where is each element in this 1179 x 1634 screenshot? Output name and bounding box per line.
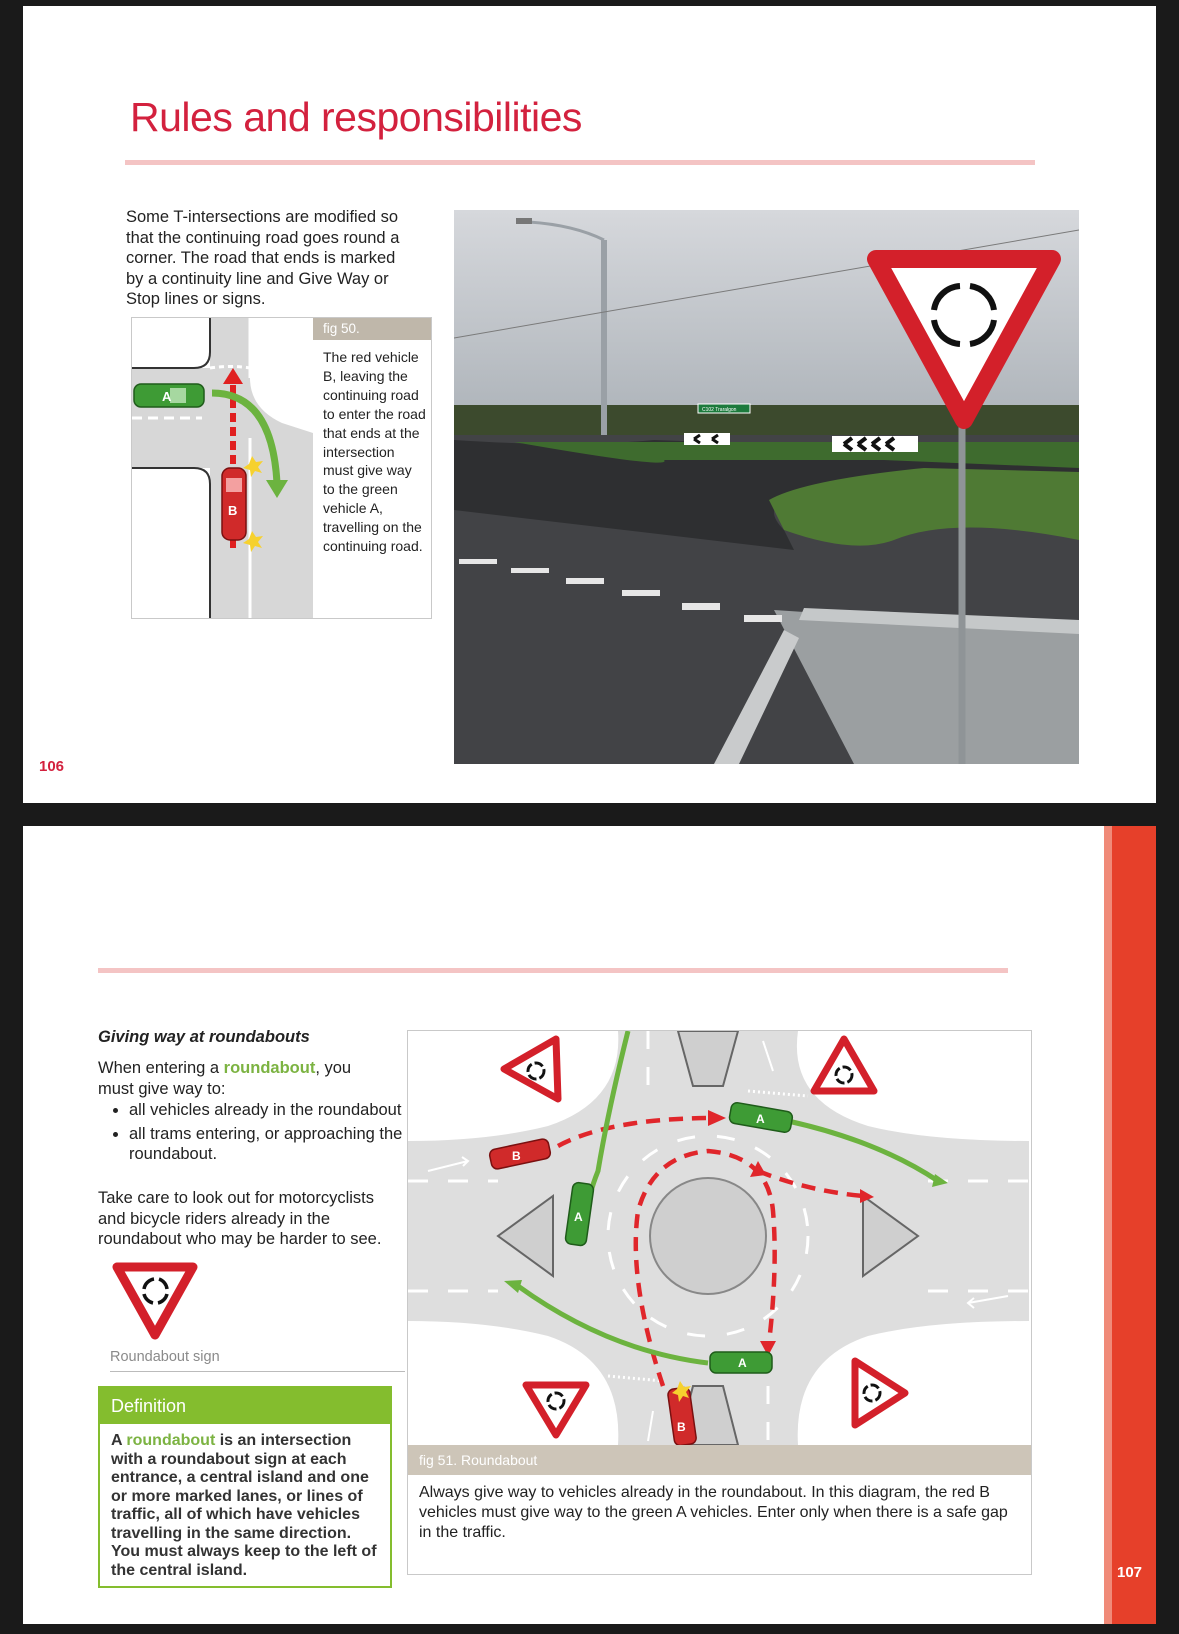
car-a-label: A [162, 389, 172, 404]
car-b-label: B [228, 503, 238, 518]
give-way-list [103, 1100, 419, 1168]
chapter-side-title: Rules and responsibilities [1085, 986, 1105, 1203]
lead-text-end: , you must give way to: [98, 1059, 352, 1098]
car-b-label: B [512, 1149, 521, 1163]
t-intersection-diagram [132, 318, 313, 618]
page-number: 106 [39, 758, 65, 775]
side-tab-strip [1104, 826, 1112, 1624]
roundabout-photo [454, 210, 1079, 764]
keyword-roundabout: roundabout [223, 1059, 316, 1077]
car-a-label: A [756, 1112, 765, 1126]
intro-paragraph: Some T-intersections are modified so that the continuing road goes round a corner. The road that ends is marked by a continuity line and Give Way or Stop lines or signs. [126, 208, 400, 308]
top-rule [98, 968, 1008, 973]
section-subheading: Giving way at roundabouts [98, 1028, 310, 1046]
page-title: Rules and responsibilities [130, 94, 582, 140]
car-a-label: A [574, 1210, 583, 1224]
title-rule [125, 160, 1035, 165]
page-107 [23, 826, 1156, 1624]
car-a-label: A [738, 1356, 747, 1370]
lead-text: When entering a [98, 1059, 224, 1077]
definition-text-end: is an intersection with a roundabout sign at each entrance, a central island and one or more marked lanes, or lines of traffic, all of which have vehicles travelling in the same direction. You must always keep to the left of the central island. [111, 1432, 377, 1579]
caption-rule [110, 1371, 405, 1372]
figure-50-label: fig 50. [313, 318, 431, 340]
definition-keyword: roundabout [126, 1432, 216, 1449]
caution-paragraph: Take care to look out for motorcyclists and bicycle riders already in the roundabout who may be harder to see. [98, 1189, 382, 1248]
figure-50-caption: The red vehicle B, leaving the continuing road to enter the road that ends at the intersection must give way to the green vehicle A, travelling on the continuing road. [323, 349, 426, 555]
figure-51-caption: Always give way to vehicles already in the roundabout. In this diagram, the red B vehicles must give way to the green A vehicles. Enter only when there is a safe gap in the traffic. [419, 1484, 1008, 1541]
page-number: 107 [1117, 1564, 1143, 1581]
page-106 [23, 6, 1156, 803]
roundabout-sign-icon [111, 1261, 199, 1341]
definition-text [111, 1432, 383, 1580]
chapter-side-tab [1104, 826, 1156, 1624]
figure-51-label: fig 51. Roundabout [408, 1445, 1031, 1475]
definition-text-start: A [111, 1432, 127, 1449]
lead-paragraph [98, 1058, 388, 1099]
roundabout-diagram [408, 1031, 1029, 1445]
direction-sign-text: C102 Traralgon [702, 407, 737, 413]
list-item: • all vehicles already in the roundabout [129, 1100, 419, 1120]
sign-caption: Roundabout sign [110, 1349, 220, 1365]
car-b-label: B [677, 1420, 686, 1434]
list-item: • all trams entering, or approaching the roundabout. [129, 1124, 419, 1164]
figure-51 [407, 1030, 1032, 1575]
definition-heading: Definition [100, 1388, 390, 1424]
definition-box [98, 1386, 392, 1588]
figure-50 [131, 317, 432, 619]
